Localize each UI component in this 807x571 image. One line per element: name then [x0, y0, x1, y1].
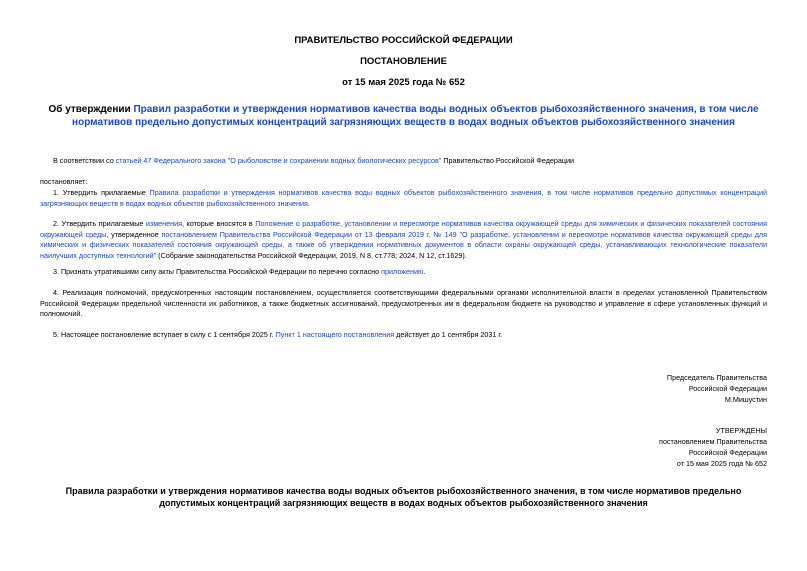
approval-block — [659, 425, 767, 469]
item-1-text-before: 1. Утвердить прилагаемые — [53, 188, 150, 197]
item-1-paragraph — [40, 188, 767, 209]
title-rules-link[interactable]: Правил разработки и утверждения нормативов качества воды водных объектов рыбохозяйственного значения, в том числе нормативов предельно допустимых концентраций загрязняющих веществ в водах водных объектов рыбохозяйственного значения — [72, 104, 759, 128]
document-date-number: от 15 мая 2025 года № 652 — [342, 77, 465, 88]
item-3-paragraph — [40, 267, 767, 278]
approval-by: постановлением Правительства — [659, 437, 767, 446]
preamble-text-after: Правительство Российской Федерации — [441, 156, 575, 165]
decree-word: постановляет: — [40, 177, 88, 186]
item-3-text-before: 3. Признать утратившими силу акты Правительства Российской Федерации по перечню согласно — [53, 267, 382, 276]
item-5-text-before: 5. Настоящее постановление вступает в силу с 1 сентября 2025 г. — [53, 330, 276, 339]
approval-date-number: от 15 мая 2025 года № 652 — [676, 459, 767, 468]
item-3-text-after: . — [423, 267, 426, 276]
rules-title: Правила разработки и утверждения нормативов качества воды водных объектов рыбохозяйственного значения, в том числе нормативов предельно допустимых концентраций загрязняющих веществ в водах водных объектов рыбохозяйственного значения — [65, 486, 742, 508]
document-type: ПОСТАНОВЛЕНИЕ — [360, 56, 447, 67]
item-2-regulation-link[interactable]: Положение о разработке, установлении и пересмотре нормативов качества окружающей среды для химических и физических показателей состояния окружающей среды — [40, 219, 767, 239]
item-1-rules-link[interactable]: Правила разработки и утверждения нормативов качества воды водных объектов рыбохозяйственного значения, в том числе нормативов предельно допустимых концентраций загрязняющих веществ в водах водных объектов рыбохозяйственного значения — [40, 188, 767, 208]
approval-organization: Российской Федерации — [688, 448, 767, 457]
item-2-text-1: 2. Утвердить прилагаемые — [53, 219, 146, 228]
preamble-text-before: В соответствии со — [53, 156, 116, 165]
item-5-text-after: действует до 1 сентября 2031 г. — [394, 330, 503, 339]
signature-position: Председатель Правительства — [666, 373, 767, 382]
item-2-changes-link[interactable]: изменения — [145, 219, 182, 228]
item-2-text-3: , утвержденное — [106, 229, 162, 239]
approval-stamp: УТВЕРЖДЕНЫ — [715, 426, 767, 435]
government-heading: ПРАВИТЕЛЬСТВО РОССИЙСКОЙ ФЕДЕРАЦИИ — [294, 35, 513, 46]
preamble-paragraph — [40, 156, 767, 167]
item-2-paragraph — [40, 219, 767, 261]
item-3-appendix-link[interactable]: приложению — [381, 267, 424, 276]
item-2-text-2: , которые вносятся в — [181, 219, 256, 228]
signature-name: М.Мишустин — [724, 395, 767, 404]
item-4-paragraph: 4. Реализация полномочий, предусмотренных настоящим постановлением, осуществляется соответствующими федеральными органами исполнительной власти в пределах установленной Правительством Российской Федерации предельной численности их работников, а также бюджетных ассигнований, предусмотренных им в федеральном бюджете на руководство и управление в сфере установленных функций и полномочий. — [40, 288, 767, 318]
item-5-paragraph — [40, 330, 767, 341]
item-5-point-1-link[interactable]: Пункт 1 настоящего постановления — [275, 330, 395, 339]
title-prefix: Об утверждении — [48, 104, 134, 115]
signature-block — [667, 372, 767, 405]
item-2-text-4: (Собрание законодательства Российской Федерации, 2019, N 8, ст.778; 2024, N 12, ст.1629). — [156, 250, 467, 260]
fishery-law-article-link[interactable]: статьей 47 Федерального закона "О рыболовстве и сохранении водных биологических ресурсов" — [115, 156, 442, 165]
item-2-resolution-link[interactable]: постановлением Правительства Российской Федерации от 13 февраля 2019 г. № 149 "О разработке, установлении и пересмотре нормативов качества окружающей среды для химических и физических показателей состояния окружающей среды, а также об утверждении нормативных документов в области охраны окружающей среды, устанавливающих технологические показатели наилучших доступных технологий" — [40, 229, 768, 260]
item-1-text-after: . — [307, 198, 310, 208]
document-title — [40, 103, 767, 129]
signature-organization: Российской Федерации — [688, 384, 767, 393]
